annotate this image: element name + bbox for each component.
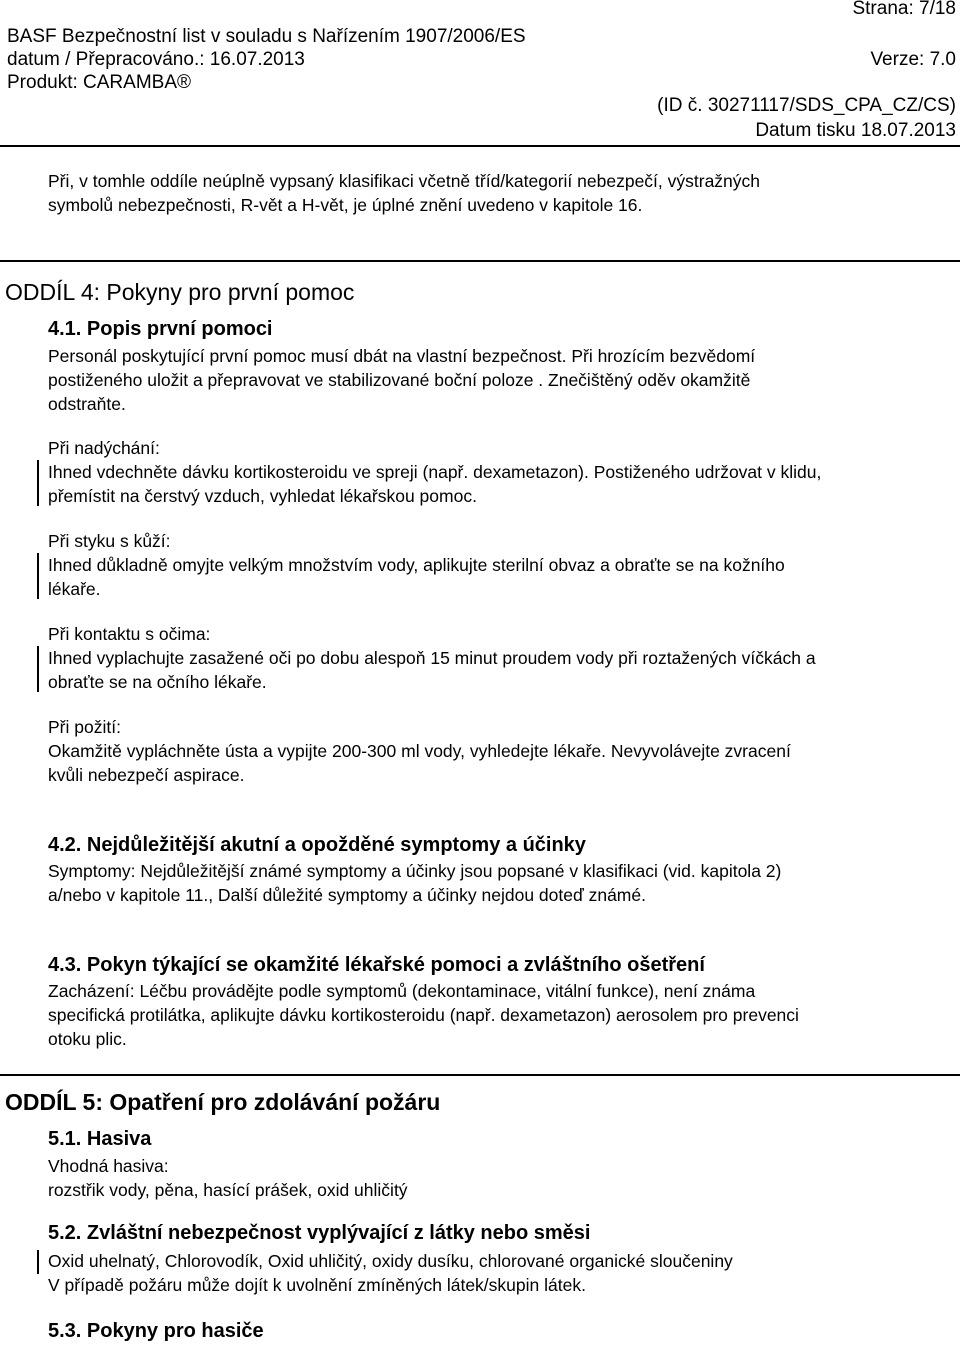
subsection-4-3-title: 4.3. Pokyn týkající se okamžité lékařské pomoci a zvláštního ošetření [48,954,705,976]
symptoms-line-1: Symptomy: Nejdůležitější známé symptomy a účinky jsou popsané v klasifikaci (vid. kapitola 2) [48,861,782,881]
print-date: Datum tisku 18.07.2013 [755,120,956,141]
general-line-2: postiženého uložit a přepravovat ve stabilizované boční poloze . Znečištěný oděv okamžitě [48,370,751,390]
product-name: Produkt: CARAMBA® [7,72,191,93]
skin-line-1: Ihned důkladně omyjte velkým množstvím vody, aplikujte sterilní obvaz a obraťte se na kožního [48,555,785,575]
change-bar [37,646,39,692]
document-title: BASF Bezpečnostní list v souladu s Nařízením 1907/2006/ES [7,26,526,47]
hazard-line-2: V případě požáru může dojít k uvolnění zmíněných látek/skupin látek. [48,1275,586,1295]
general-line-1: Personál poskytující první pomoc musí dbát na vlastní bezpečnost. Při hrozícím bezvědomí [48,346,756,366]
hazard-line-1: Oxid uhelnatý, Chlorovodík, Oxid uhličitý, oxidy dusíku, chlorované organické sloučeniny [48,1251,733,1271]
intro-line-2: symbolů nebezpečnosti, R-vět a H-vět, je úplné znění uvedeno v kapitole 16. [48,195,643,215]
subsection-4-2-title: 4.2. Nejdůležitější akutní a opožděné symptomy a účinky [48,834,586,856]
intro-line-1: Při, v tomhle oddíle neúplně vypsaný klasifikaci včetně tříd/kategorií nebezpečí, výstražných [48,171,761,191]
inhalation-line-1: Ihned vdechněte dávku kortikosteroidu ve spreji (např. dexametazon). Postiženého udržovat v klidu, [48,462,822,482]
page-number: Strana: 7/18 [852,0,956,19]
skin-label: Při styku s kůží: [48,531,171,551]
inhalation-line-2: přemístit na čerstvý vzduch, vyhledat lékařskou pomoc. [48,486,477,506]
treatment-line-1: Zacházení: Léčbu provádějte podle symptomů (dekontaminace, vitální funkce), není známa [48,981,756,1001]
document-id: (ID č. 30271117/SDS_CPA_CZ/CS) [657,95,956,116]
revision-date: datum / Přepracováno.: 16.07.2013 [7,49,305,70]
change-bar [37,1250,39,1274]
subsection-5-3-title: 5.3. Pokyny pro hasiče [48,1320,264,1342]
subsection-5-1-title: 5.1. Hasiva [48,1128,152,1150]
version: Verze: 7.0 [870,49,956,70]
treatment-line-2: specifická protilátka, aplikujte dávku kortikosteroidu (např. dexametazon) aerosolem pro prevenci [48,1005,799,1025]
extinguisher-label: Vhodná hasiva: [48,1156,169,1176]
ingestion-label: Při požití: [48,717,121,737]
eyes-line-2: obraťte se na očního lékaře. [48,672,267,692]
general-line-3: odstraňte. [48,394,126,414]
section-4-title: ODDÍL 4: Pokyny pro první pomoc [5,279,355,305]
symptoms-line-2: a/nebo v kapitole 11., Další důležité symptomy a účinky nejdou doteď známé. [48,885,646,905]
skin-line-2: lékaře. [48,579,101,599]
extinguisher-text: rozstřik vody, pěna, hasící prášek, oxid uhličitý [48,1180,408,1200]
section-rule-4 [0,260,960,262]
treatment-line-3: otoku plic. [48,1029,127,1049]
ingestion-line-1: Okamžitě vypláchněte ústa a vypijte 200-300 ml vody, vyhledejte lékaře. Nevyvolávejte zvracení [48,741,791,761]
eyes-line-1: Ihned vyplachujte zasažené oči po dobu alespoň 15 minut proudem vody při roztažených víčkách a [48,648,816,668]
change-bar [37,460,39,506]
subsection-4-1-title: 4.1. Popis první pomoci [48,318,273,340]
section-5-title: ODDÍL 5: Opatření pro zdolávání požáru [5,1089,441,1115]
eyes-label: Při kontaktu s očima: [48,624,211,644]
section-rule-5 [0,1074,960,1076]
subsection-5-2-title: 5.2. Zvláštní nebezpečnost vyplývající z látky nebo směsi [48,1222,591,1244]
change-bar [37,553,39,599]
inhalation-label: Při nadýchání: [48,438,160,458]
ingestion-line-2: kvůli nebezpečí aspirace. [48,765,245,785]
header-rule [0,145,960,147]
